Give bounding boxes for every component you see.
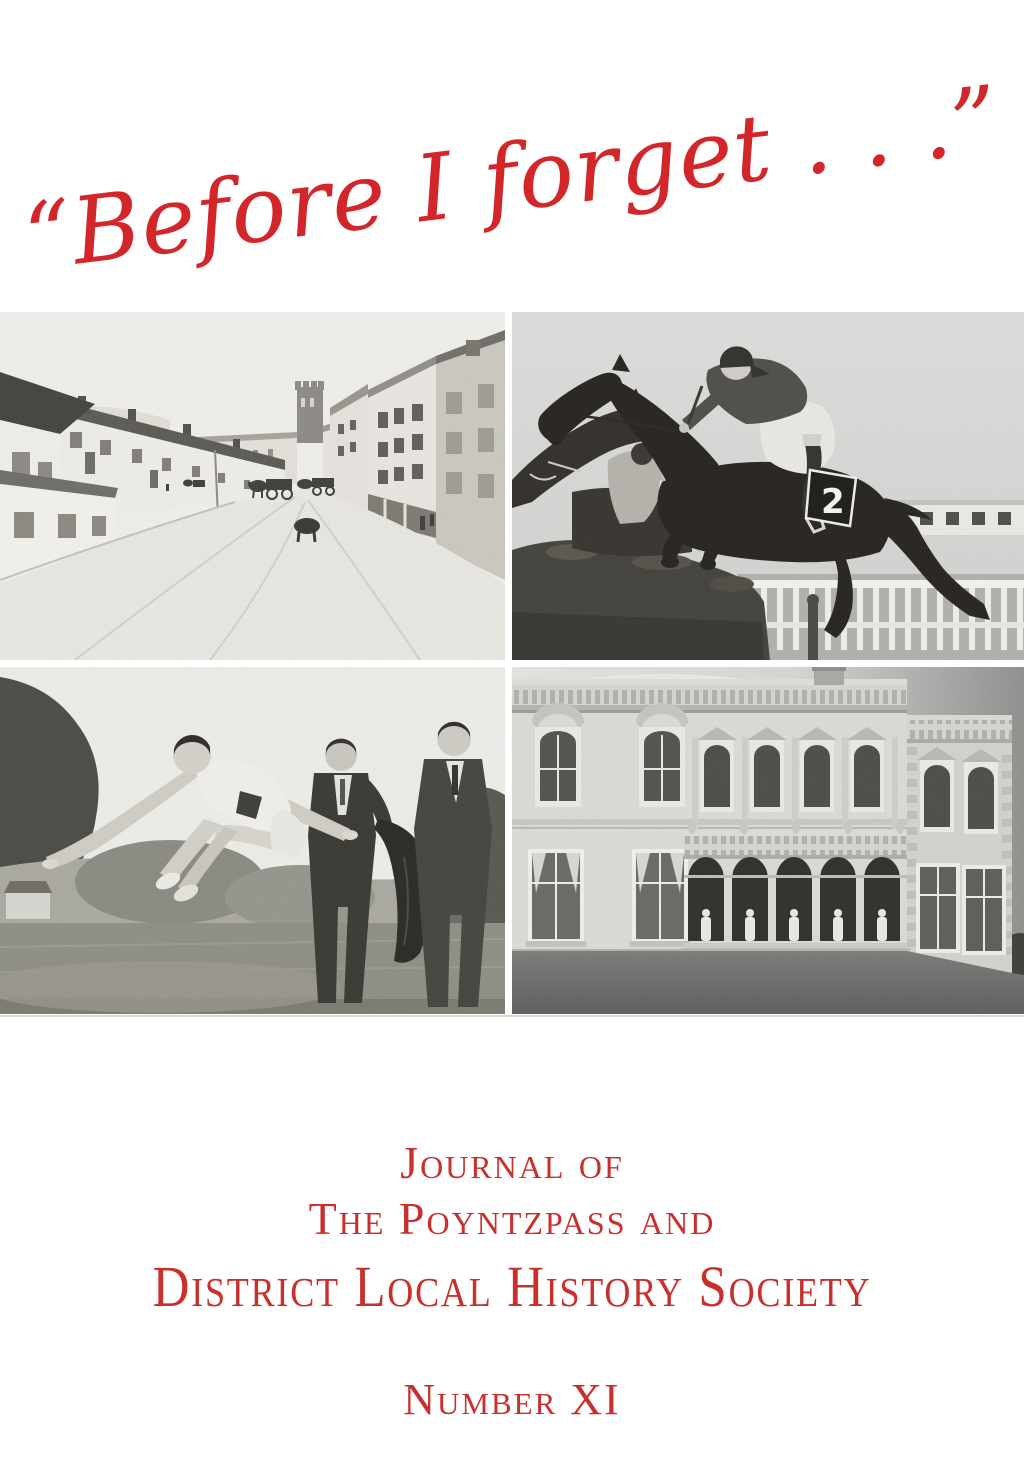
photo-grid: [0, 312, 1024, 1014]
cover-title-text: “Before I forget . . .”: [18, 65, 1006, 292]
saddle-cloth-number: 2: [821, 482, 845, 522]
issue-number: Number XI: [403, 1375, 621, 1424]
imprint-line-society-name-1: The Poyntzpass and: [308, 1193, 716, 1244]
steeplechase-photo: [512, 312, 1024, 660]
imprint-line-society-name-2: District Local History Society: [152, 1254, 872, 1319]
long-jump-photo: [0, 667, 505, 1014]
photo-grid-rule: [0, 1015, 1024, 1017]
cover-title: [0, 64, 1024, 294]
imprint-line-journal-of: Journal of: [400, 1137, 624, 1188]
village-street-photo: [0, 312, 505, 660]
country-house-photo: [512, 667, 1024, 1014]
